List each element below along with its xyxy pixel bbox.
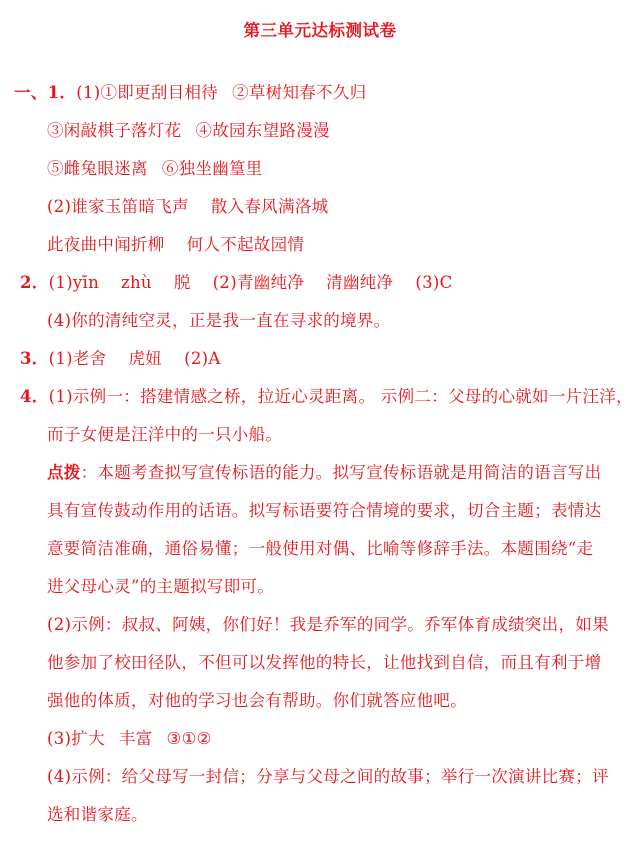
q2-answer-3: (3)C: [415, 273, 453, 292]
q3-answer-1a: (1)老舍: [48, 349, 107, 368]
q4-answer-3: [47, 725, 212, 749]
q1-line-4: [47, 193, 328, 217]
tip-text-1: ：本题考查拟写宣传标语的能力。拟写宣传标语就是用简洁的语言写出: [80, 463, 602, 482]
q1-answer-1a: (1)①即更刮目相待: [76, 83, 219, 102]
tip-line-4: 进父母心灵”的主题拟写即可。: [47, 577, 275, 596]
q4-number: 4．: [20, 387, 49, 406]
tip-line-2: 具有宣传鼓动作用的话语。拟写标语要符合情境的要求，切合主题；表情达: [47, 501, 602, 520]
q4-answer-3c: ③①②: [166, 729, 212, 748]
tip-line-1: [47, 459, 601, 483]
q2-pinyin-1: (1)yīn: [48, 273, 99, 292]
q1-answer-5a: 此夜曲中闻折柳: [47, 235, 165, 254]
q3-line-1: [20, 345, 221, 369]
q4-answer-2-line-2: 他参加了校田径队，不但可以发挥他的特长，让他找到自信，而且有利于增: [47, 653, 602, 672]
q2-answer-2b: 清幽纯净: [326, 273, 394, 292]
q4-answer-1-line-2: 而子女便是汪洋中的一只小船。: [47, 425, 283, 444]
q1-answer-2a: ③闲敲棋子落灯花: [47, 121, 182, 140]
q1-answer-5b: 何人不起故园情: [186, 235, 305, 254]
q1-line-2: [47, 117, 330, 141]
q4-answer-4-line-1: (4)示例：给父母写一封信；分享与父母之间的故事；举行一次演讲比赛；评: [47, 767, 609, 786]
q1-number: 一、1．: [14, 83, 77, 102]
q1-line-1: [14, 79, 366, 103]
q1-answer-4a: (2)谁家玉笛暗飞声: [47, 197, 189, 216]
q2-pinyin-2: zhù: [121, 273, 152, 292]
q2-line-1: [20, 269, 453, 293]
q2-line-2: (4)你的清纯空灵，正是我一直在寻求的境界。: [47, 311, 391, 330]
q1-line-3: [47, 155, 263, 179]
q1-answer-4b: 散入春风满洛城: [210, 197, 329, 216]
q4-answer-2-line-1: (2)示例：叔叔、阿姨，你们好！我是乔军的同学。乔军体育成绩突出，如果: [47, 615, 609, 634]
q1-answer-3b: ⑥独坐幽篁里: [161, 159, 263, 178]
tip-line-3: 意要简洁准确，通俗易懂；一般使用对偶、比喻等修辞手法。本题围绕“走: [47, 539, 594, 558]
q3-answer-1b: 虎妞: [128, 349, 163, 368]
tip-label: 点拨: [47, 463, 81, 482]
q4-answer-3a: (3)扩大: [47, 729, 105, 748]
page-title: 第三单元达标测试卷: [243, 21, 397, 40]
q2-answer-2a: (2)青幽纯净: [212, 273, 305, 292]
q2-number: 2．: [20, 273, 49, 292]
q3-answer-2: (2)A: [184, 349, 221, 368]
q1-answer-2b: ④故园东望路漫漫: [195, 121, 330, 140]
q3-number: 3．: [20, 349, 49, 368]
q4-answer-4-line-2: 选和谐家庭。: [47, 805, 148, 824]
q1-line-5: [47, 231, 304, 255]
q4-answer-3b: 丰富: [118, 729, 153, 748]
q2-char: 脱: [173, 273, 191, 292]
q1-answer-1b: ②草树知春不久归: [232, 83, 367, 102]
q4-answer-1-line-1: (1)示例一：搭建情感之桥，拉近心灵距离。 示例二：父母的心就如一片汪洋，: [48, 387, 633, 406]
q4-answer-2-line-3: 强他的体质，对他的学习也会有帮助。你们就答应他吧。: [47, 691, 467, 710]
q1-answer-3a: ⑤雌兔眼迷离: [47, 159, 148, 178]
q4-line-1: [20, 383, 633, 407]
